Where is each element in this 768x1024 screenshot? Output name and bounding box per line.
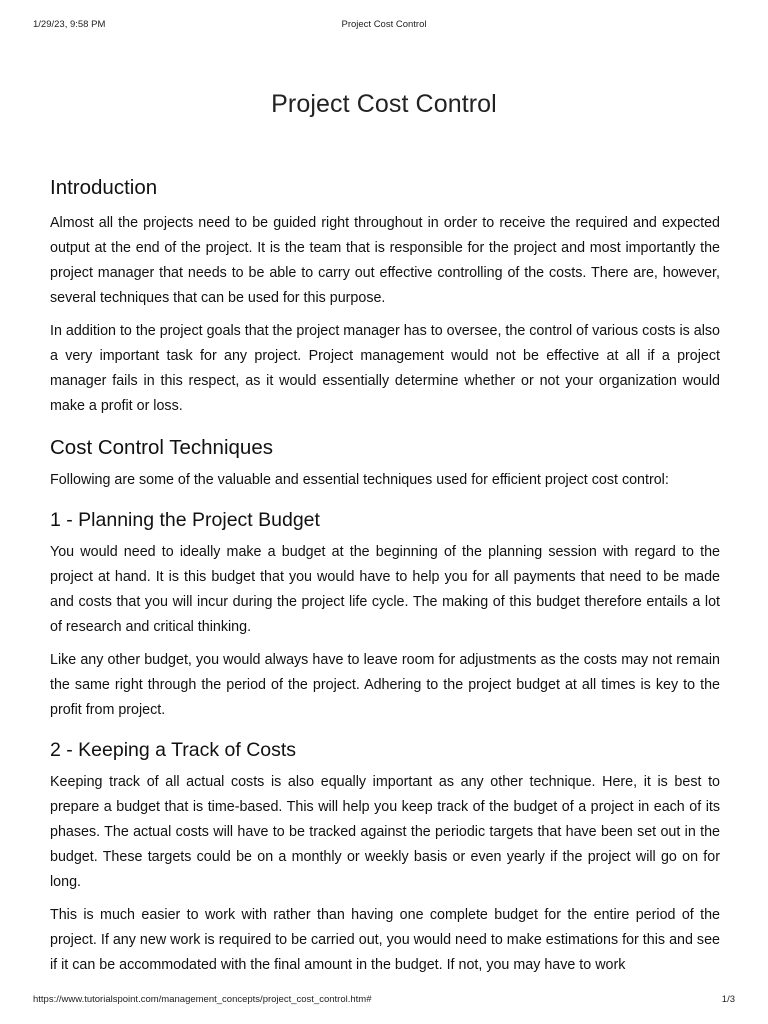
print-footer (33, 994, 735, 1008)
paragraph: Almost all the projects need to be guided right throughout in order to receive the required and expected output at the end of the project. It is the team that is responsible for the project and most importantly the project manager that needs to be able to carry out effective controlling of the costs. There are, however, several techniques that can be used for this purpose. (50, 215, 720, 306)
paragraph: This is much easier to work with rather than having one complete budget for the entire period of the project. If any new work is required to be carried out, you would need to make estimations for this and see if it can be accommodated with the final amount in the budget. If not, you may have to work (50, 907, 720, 973)
section-heading-cost-control-techniques: Cost Control Techniques (50, 436, 273, 459)
subsection-heading-planning-budget: 1 - Planning the Project Budget (50, 509, 320, 531)
page-url: https://www.tutorialspoint.com/management_concepts/project_cost_control.htm# (33, 994, 372, 1005)
print-header (33, 19, 735, 33)
paragraph: You would need to ideally make a budget at the beginning of the planning session with regard to the project at hand. It is this budget that you would have to help you for all payments that need to be made and costs that you will incur during the project life cycle. The making of this budget therefore entails a lot of research and critical thinking. (50, 544, 720, 635)
subsection-heading-tracking-costs: 2 - Keeping a Track of Costs (50, 739, 297, 761)
print-datetime: 1/29/23, 9:58 PM (33, 19, 106, 30)
article-content (50, 173, 720, 978)
page-number: 1/3 (721, 994, 735, 1005)
paragraph: Keeping track of all actual costs is also equally important as any other technique. Here, it is best to prepare a budget that is time-based. This will help you keep track of the budget of a project in each of its phases. The actual costs will have to be tracked against the periodic targets that have been set out in the budget. These targets could be on a monthly or weekly basis or even yearly if the project will go on for long. (50, 774, 720, 890)
paragraph: In addition to the project goals that the project manager has to oversee, the control of various costs is also a very important task for any project. Project management would not be effective at all if a project manager fails in this respect, as it would essentially determine whether or not your organization would make a profit or loss. (50, 323, 720, 414)
paragraph: Following are some of the valuable and essential techniques used for efficient project cost control: (50, 472, 669, 488)
section-heading-introduction: Introduction (50, 176, 158, 199)
page-title: Project Cost Control (271, 90, 497, 118)
paragraph: Like any other budget, you would always have to leave room for adjustments as the costs may not remain the same right through the period of the project. Adhering to the project budget at all times is key to the profit from project. (50, 652, 720, 718)
print-header-title: Project Cost Control (341, 19, 427, 30)
